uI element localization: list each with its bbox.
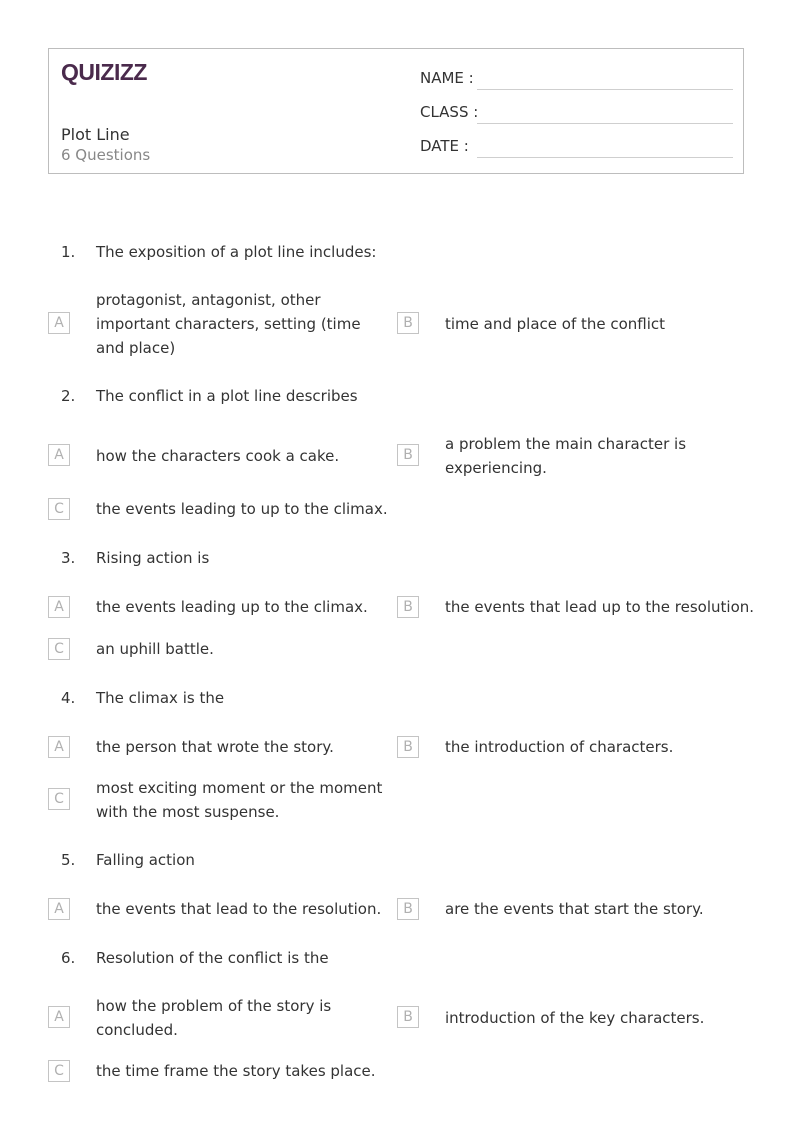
- question-text: The conflict in a plot line describes: [96, 387, 358, 405]
- question-number: 1.: [61, 243, 76, 261]
- option-text: how the characters cook a cake.: [96, 447, 340, 465]
- date-field[interactable]: [420, 135, 733, 169]
- option-letter-box[interactable]: B: [397, 898, 419, 920]
- option-letter-box[interactable]: B: [397, 1006, 419, 1028]
- option-letter-box[interactable]: B: [397, 736, 419, 758]
- option-letter-box[interactable]: A: [48, 312, 70, 334]
- option-letter-box[interactable]: B: [397, 596, 419, 618]
- option-text: an uphill battle.: [96, 640, 214, 658]
- name-field[interactable]: [420, 67, 733, 101]
- date-label: DATE :: [420, 137, 469, 155]
- question-number: 3.: [61, 549, 76, 567]
- student-fields: [420, 67, 733, 169]
- option-text: the events leading up to the climax.: [96, 598, 368, 616]
- option-text: the person that wrote the story.: [96, 738, 334, 756]
- option-letter-box[interactable]: B: [397, 312, 419, 334]
- option-text: how the problem of the story is concluded.: [96, 997, 332, 1039]
- option-text: the events leading to up to the climax.: [96, 500, 388, 518]
- option-text: the introduction of characters.: [445, 738, 674, 756]
- class-label: CLASS :: [420, 103, 479, 121]
- question-text: The climax is the: [96, 689, 225, 707]
- name-line[interactable]: [477, 89, 733, 90]
- question-text: Rising action is: [96, 549, 210, 567]
- option-text: a problem the main character is experiencing.: [445, 435, 687, 477]
- date-line[interactable]: [477, 157, 733, 158]
- question-text: The exposition of a plot line includes:: [96, 243, 377, 261]
- worksheet-header: [48, 48, 744, 174]
- worksheet-title: Plot Line: [61, 125, 130, 144]
- option-text: protagonist, antagonist, other important characters, setting (time and place): [96, 291, 361, 357]
- option-text: the time frame the story takes place.: [96, 1062, 376, 1080]
- option-text: most exciting moment or the moment with the most suspense.: [96, 779, 383, 821]
- option-letter-box[interactable]: A: [48, 596, 70, 618]
- option-text: are the events that start the story.: [445, 900, 704, 918]
- class-line[interactable]: [477, 123, 733, 124]
- option-letter-box[interactable]: C: [48, 788, 70, 810]
- option-letter-box[interactable]: A: [48, 736, 70, 758]
- option-text: the events that lead up to the resolution.: [445, 598, 755, 616]
- option-letter-box[interactable]: C: [48, 498, 70, 520]
- question-text: Falling action: [96, 851, 195, 869]
- option-text: introduction of the key characters.: [445, 1009, 705, 1027]
- option-letter-box[interactable]: C: [48, 638, 70, 660]
- question-count: 6 Questions: [61, 146, 151, 164]
- name-label: NAME :: [420, 69, 474, 87]
- quizizz-logo: QUIZIZZ: [61, 59, 147, 85]
- option-text: the events that lead to the resolution.: [96, 900, 382, 918]
- question-number: 6.: [61, 949, 76, 967]
- question-number: 4.: [61, 689, 76, 707]
- class-field[interactable]: [420, 101, 733, 135]
- option-text: time and place of the conflict: [445, 315, 666, 333]
- question-number: 2.: [61, 387, 76, 405]
- option-letter-box[interactable]: A: [48, 1006, 70, 1028]
- question-text: Resolution of the conflict is the: [96, 949, 329, 967]
- question-number: 5.: [61, 851, 76, 869]
- option-letter-box[interactable]: A: [48, 898, 70, 920]
- option-letter-box[interactable]: C: [48, 1060, 70, 1082]
- option-letter-box[interactable]: A: [48, 444, 70, 466]
- option-letter-box[interactable]: B: [397, 444, 419, 466]
